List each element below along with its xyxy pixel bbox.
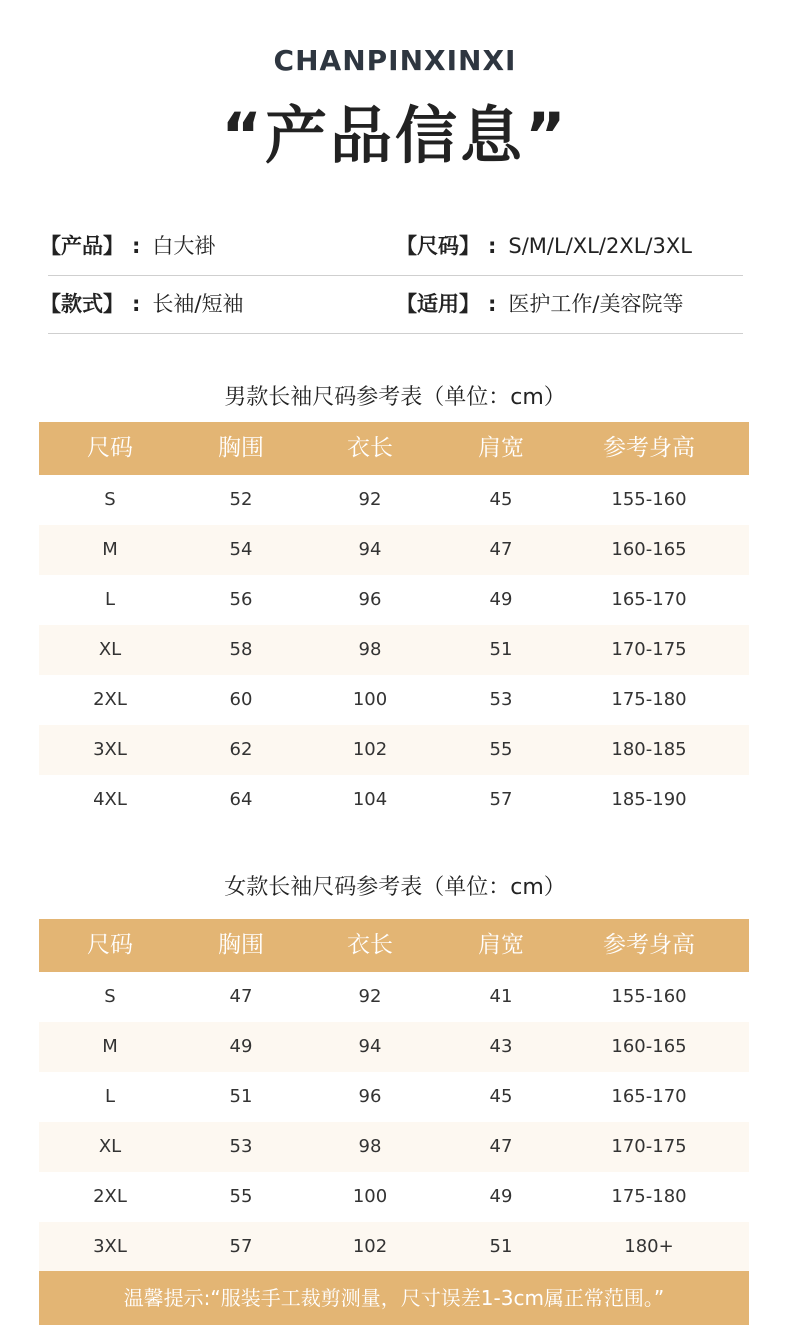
info-value: 白大褂 <box>152 234 216 258</box>
cell-shoulder: 57 <box>489 789 513 810</box>
info-key: 【适用】 <box>396 292 480 316</box>
cell-chest: 47 <box>229 986 253 1007</box>
cell-length: 102 <box>352 1236 388 1257</box>
table-row <box>39 525 749 575</box>
cell-shoulder: 45 <box>489 489 513 510</box>
table-header <box>39 422 749 475</box>
cell-chest: 51 <box>229 1086 253 1107</box>
cell-length: 92 <box>358 489 382 510</box>
info-separator: : <box>132 234 141 258</box>
cell-height: 175-180 <box>611 689 687 710</box>
cell-height: 185-190 <box>611 789 687 810</box>
cell-shoulder: 45 <box>489 1086 513 1107</box>
table-row <box>39 475 749 525</box>
men-size-table <box>39 422 749 825</box>
cell-length: 96 <box>358 1086 382 1107</box>
table-row <box>39 575 749 625</box>
table-row <box>39 775 749 825</box>
cell-length: 92 <box>358 986 382 1007</box>
cell-length: 100 <box>352 1186 388 1207</box>
cell-height: 165-170 <box>611 589 687 610</box>
header-height: 参考身高 <box>603 932 695 958</box>
cell-height: 170-175 <box>611 1136 687 1157</box>
cell-chest: 55 <box>229 1186 253 1207</box>
table-row <box>39 1172 749 1222</box>
table-row <box>39 1072 749 1122</box>
cell-shoulder: 43 <box>489 1036 513 1057</box>
women-table-caption: 女款长袖尺码参考表（单位：cm） <box>224 875 566 900</box>
header-shoulder: 肩宽 <box>478 932 524 958</box>
cell-size: M <box>102 1036 118 1057</box>
women-size-table <box>39 919 749 1272</box>
cell-shoulder: 55 <box>489 739 513 760</box>
cell-height: 155-160 <box>611 986 687 1007</box>
men-table-caption: 男款长袖尺码参考表（单位：cm） <box>224 385 566 410</box>
cell-size: 4XL <box>93 789 127 810</box>
cell-height: 180+ <box>624 1236 674 1257</box>
cell-length: 98 <box>358 639 382 660</box>
info-value: 医护工作/美容院等 <box>508 292 684 316</box>
info-separator: : <box>488 292 497 316</box>
page-subtitle: CHANPINXINXI <box>273 44 517 77</box>
header-size: 尺码 <box>87 435 133 461</box>
cell-shoulder: 51 <box>489 1236 513 1257</box>
info-key: 【款式】 <box>40 292 124 316</box>
info-usage <box>396 276 683 333</box>
header-length: 衣长 <box>347 932 393 958</box>
cell-chest: 52 <box>229 489 253 510</box>
cell-chest: 62 <box>229 739 253 760</box>
table-row <box>39 675 749 725</box>
cell-length: 104 <box>352 789 388 810</box>
cell-height: 170-175 <box>611 639 687 660</box>
header-chest: 胸围 <box>218 435 264 461</box>
cell-size: L <box>104 1086 116 1107</box>
cell-length: 100 <box>352 689 388 710</box>
header-shoulder: 肩宽 <box>478 435 524 461</box>
table-row <box>39 625 749 675</box>
cell-shoulder: 47 <box>489 1136 513 1157</box>
cell-length: 98 <box>358 1136 382 1157</box>
info-row <box>40 276 743 334</box>
cell-size: 2XL <box>93 689 127 710</box>
cell-chest: 58 <box>229 639 253 660</box>
cell-height: 160-165 <box>611 539 687 560</box>
info-value: S/M/L/XL/2XL/3XL <box>508 234 692 258</box>
cell-shoulder: 41 <box>489 986 513 1007</box>
cell-length: 94 <box>358 1036 382 1057</box>
info-style <box>40 276 243 333</box>
info-value: 长袖/短袖 <box>152 292 244 316</box>
table-header <box>39 919 749 972</box>
info-separator: : <box>488 234 497 258</box>
info-row <box>40 218 743 276</box>
info-separator: : <box>132 292 141 316</box>
table-row <box>39 725 749 775</box>
info-key: 【产品】 <box>40 234 124 258</box>
table-row <box>39 972 749 1022</box>
cell-size: XL <box>98 1136 122 1157</box>
table-row <box>39 1222 749 1272</box>
cell-shoulder: 47 <box>489 539 513 560</box>
page-title: “产品信息” <box>221 99 569 172</box>
cell-height: 165-170 <box>611 1086 687 1107</box>
cell-shoulder: 49 <box>489 589 513 610</box>
cell-size: 3XL <box>93 1236 127 1257</box>
table-row <box>39 1122 749 1172</box>
cell-size: L <box>104 589 116 610</box>
cell-height: 160-165 <box>611 1036 687 1057</box>
cell-chest: 54 <box>229 539 253 560</box>
cell-shoulder: 49 <box>489 1186 513 1207</box>
cell-shoulder: 51 <box>489 639 513 660</box>
cell-length: 102 <box>352 739 388 760</box>
header-height: 参考身高 <box>603 435 695 461</box>
info-size <box>396 218 692 275</box>
cell-chest: 64 <box>229 789 253 810</box>
info-product <box>40 218 215 275</box>
cell-chest: 56 <box>229 589 253 610</box>
cell-size: XL <box>98 639 122 660</box>
header-length: 衣长 <box>347 435 393 461</box>
cell-size: S <box>104 986 116 1007</box>
table-body <box>39 972 749 1272</box>
cell-size: 3XL <box>93 739 127 760</box>
header-chest: 胸围 <box>218 932 264 958</box>
cell-chest: 57 <box>229 1236 253 1257</box>
cell-size: M <box>102 539 118 560</box>
cell-height: 155-160 <box>611 489 687 510</box>
cell-chest: 53 <box>229 1136 253 1157</box>
cell-length: 96 <box>358 589 382 610</box>
cell-chest: 49 <box>229 1036 253 1057</box>
cell-size: S <box>104 489 116 510</box>
table-row <box>39 1022 749 1072</box>
cell-height: 175-180 <box>611 1186 687 1207</box>
header-size: 尺码 <box>87 932 133 958</box>
cell-chest: 60 <box>229 689 253 710</box>
table-body <box>39 475 749 825</box>
cell-length: 94 <box>358 539 382 560</box>
info-key: 【尺码】 <box>396 234 480 258</box>
cell-height: 180-185 <box>611 739 687 760</box>
cell-shoulder: 53 <box>489 689 513 710</box>
tip-note: 温馨提示:“服装手工裁剪测量，尺寸误差1-3cm属正常范围。” <box>39 1271 749 1325</box>
cell-size: 2XL <box>93 1186 127 1207</box>
